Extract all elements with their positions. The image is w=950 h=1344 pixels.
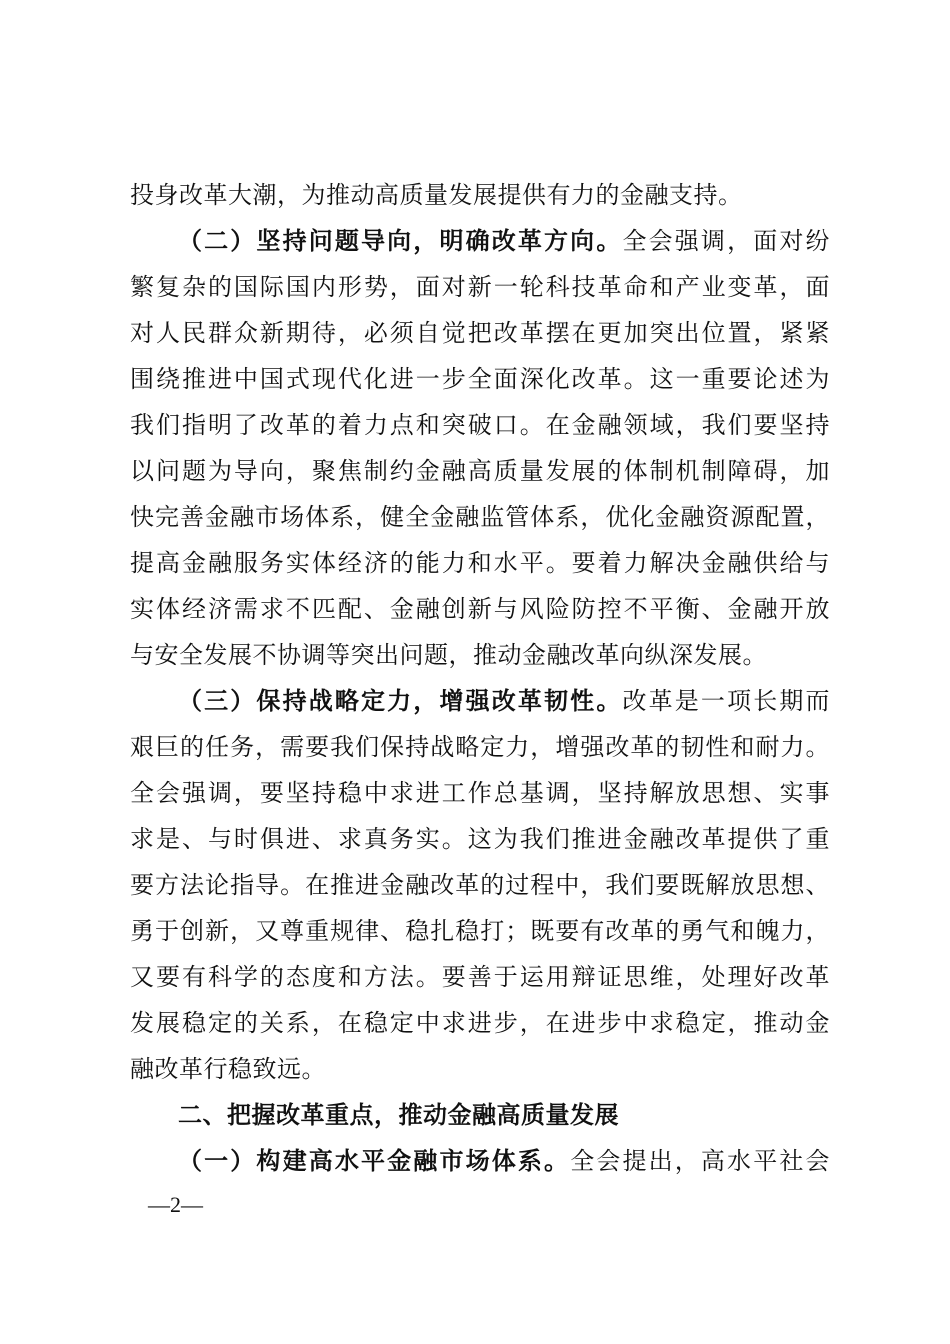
line-text: 又要有科学的态度和方法。要善于运用辩证思维，处理好改革 (130, 963, 830, 991)
line-text: 求是、与时俱进、求真务实。这为我们推进金融改革提供了重 (130, 825, 830, 853)
line-text: 二、把握改革重点，推动金融高质量发展 (178, 1101, 619, 1129)
line-text: 要方法论指导。在推进金融改革的过程中，我们要既解放思想、 (130, 871, 830, 899)
text-line (130, 632, 830, 678)
line-text: 勇于创新，又尊重规律、稳扎稳打；既要有改革的勇气和魄力， (130, 917, 830, 945)
text-line (130, 954, 830, 1000)
line-text: 与安全发展不协调等突出问题，推动金融改革向纵深发展。 (130, 641, 767, 669)
text-line (130, 448, 830, 494)
text-line (130, 586, 830, 632)
line-text: 艰巨的任务，需要我们保持战略定力，增强改革的韧性和耐力。 (130, 733, 830, 761)
text-line (130, 724, 830, 770)
text-line (130, 1000, 830, 1046)
text-line (130, 356, 830, 402)
text-line (130, 218, 830, 264)
line-text: 对人民群众新期待，必须自觉把改革摆在更加突出位置，紧紧 (130, 319, 830, 347)
text-line (130, 540, 830, 586)
paragraph-lead: （二）坚持问题导向，明确改革方向。 (178, 226, 623, 255)
text-line (130, 862, 830, 908)
line-text: 全会提出，高水平社会 (570, 1147, 830, 1175)
line-text: 全会强调，要坚持稳中求进工作总基调，坚持解放思想、实事 (130, 779, 830, 807)
line-text: 我们指明了改革的着力点和突破口。在金融领域，我们要坚持 (130, 411, 830, 439)
line-text: 以问题为导向，聚焦制约金融高质量发展的体制机制障碍，加 (130, 457, 830, 485)
line-text: 融改革行稳致远。 (130, 1055, 326, 1083)
line-text: 提高金融服务实体经济的能力和水平。要着力解决金融供给与 (130, 549, 830, 577)
line-text: 投身改革大潮，为推动高质量发展提供有力的金融支持。 (130, 181, 743, 209)
text-line (130, 678, 830, 724)
line-text: 繁复杂的国际国内形势，面对新一轮科技革命和产业变革，面 (130, 273, 830, 301)
section-heading (130, 1092, 830, 1138)
paragraph-lead: （一）构建高水平金融市场体系。 (178, 1146, 571, 1175)
text-line (130, 1046, 830, 1092)
page-number: —2— (148, 1192, 203, 1217)
line-text: 快完善金融市场体系，健全金融监管体系，优化金融资源配置， (130, 503, 830, 531)
line-text: 改革是一项长期而 (622, 687, 830, 715)
line-text: 发展稳定的关系，在稳定中求进步，在进步中求稳定，推动金 (130, 1009, 830, 1037)
text-line (130, 402, 830, 448)
text-line (130, 908, 830, 954)
document-body (130, 172, 830, 1184)
line-text: 围绕推进中国式现代化进一步全面深化改革。这一重要论述为 (130, 365, 830, 393)
text-line (130, 494, 830, 540)
line-text: 全会强调，面对纷 (622, 227, 830, 255)
text-line (130, 816, 830, 862)
text-line (130, 172, 830, 218)
paragraph-lead: （三）保持战略定力，增强改革韧性。 (178, 686, 623, 715)
line-text: 实体经济需求不匹配、金融创新与风险防控不平衡、金融开放 (130, 595, 830, 623)
text-line (130, 1138, 830, 1184)
text-line (130, 770, 830, 816)
text-line (130, 264, 830, 310)
text-line (130, 310, 830, 356)
